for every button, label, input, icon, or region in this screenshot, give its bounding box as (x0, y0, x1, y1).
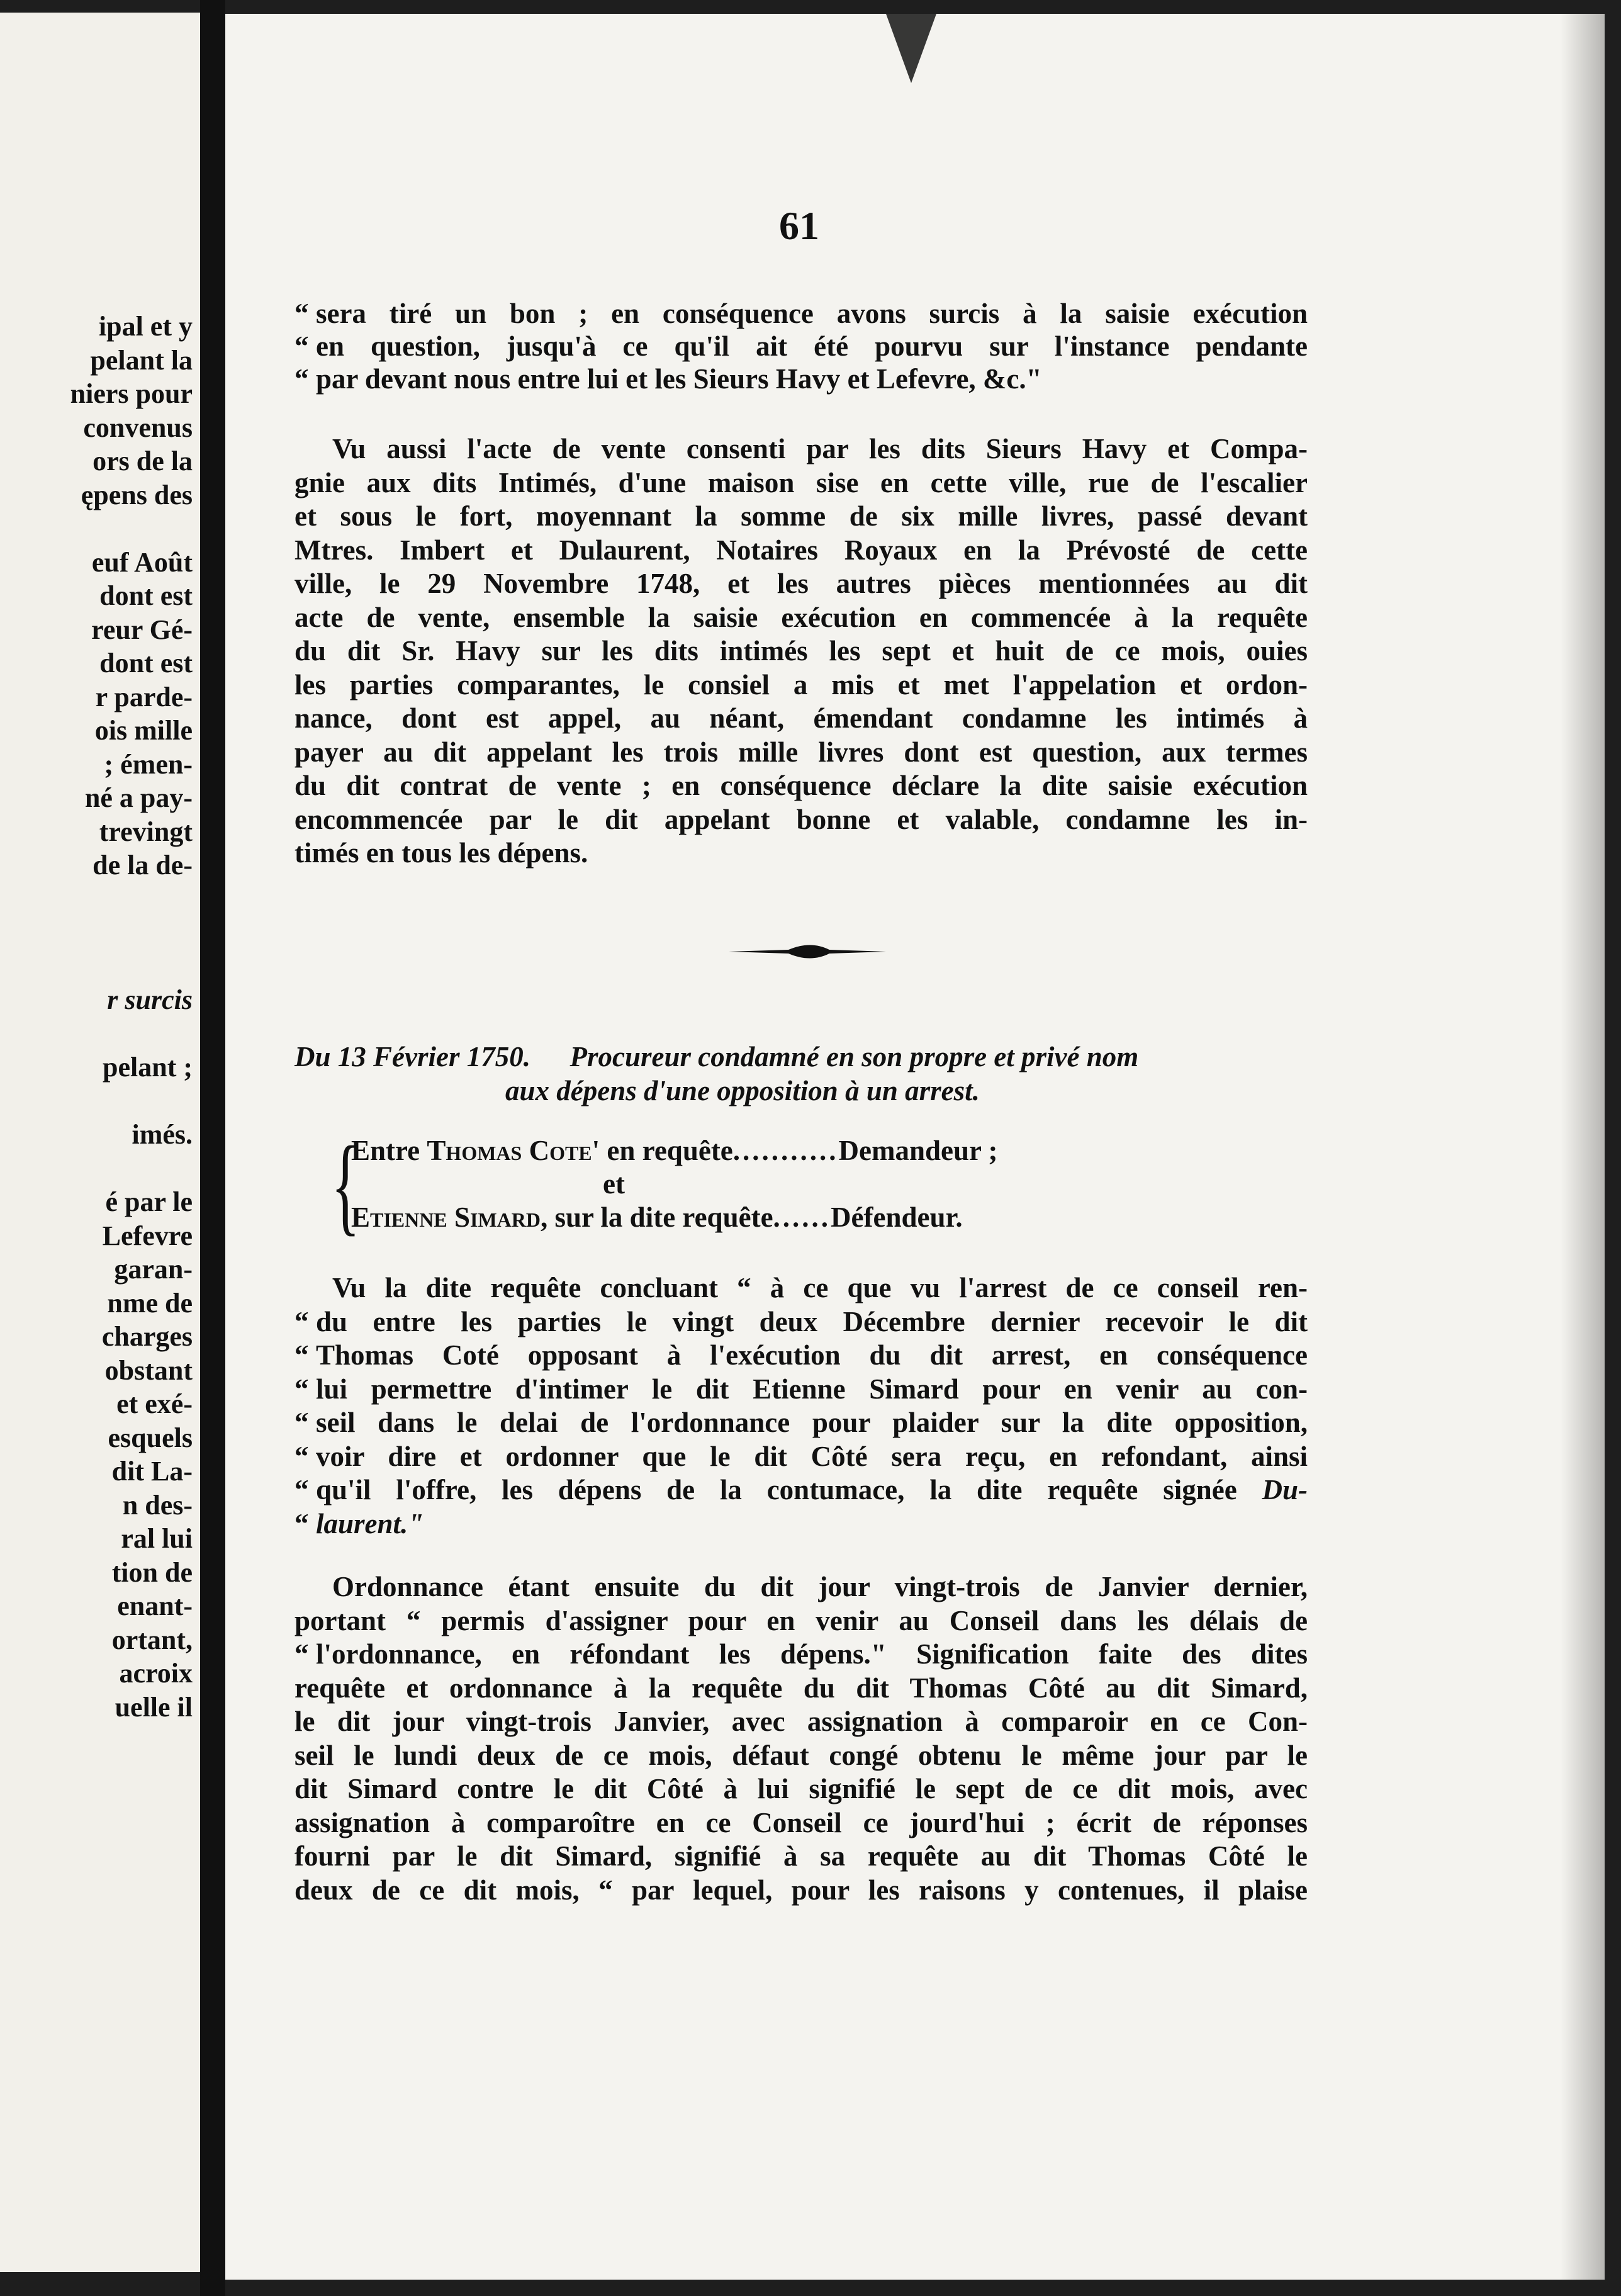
text-line: “ du entre les parties le vingt deux Décembre dernier recevoir le dit (294, 1305, 1308, 1337)
text-line: requête et ordonnance à la requête du dit Thomas Côté au dit Simard, (294, 1672, 1308, 1704)
text-line: seil le lundi deux de ce mois, défaut congé obtenu le même jour par le (294, 1739, 1308, 1771)
text-line: “ Thomas Coté opposant à l'exécution du dit arrest, en conséquence (294, 1339, 1308, 1371)
text-line: encommencée par le dit appelant bonne et valable, condamne les in- (294, 803, 1308, 835)
text-line: “ lui permettre d'intimer le dit Etienne Simard pour en venir au con- (294, 1373, 1308, 1405)
left-page-line: charges (101, 1321, 193, 1352)
left-page-line: Lefevre (102, 1220, 193, 1251)
paragraph-vu-aussi (294, 432, 1308, 870)
left-page-line: n des- (122, 1489, 193, 1521)
left-page-line: ois mille (94, 715, 193, 746)
left-page-line: acroix (119, 1658, 193, 1689)
left-page-line: ; émen- (104, 748, 193, 780)
left-page-line: ortant, (111, 1624, 193, 1655)
text-line: assignation à comparoître en ce Conseil ce jourd'hui ; écrit de réponses (294, 1806, 1308, 1838)
paragraph-requete (294, 1271, 1308, 1541)
book-gutter (200, 0, 225, 2296)
text-line: dit Simard contre le dit Côté à lui signifié le sept de ce dit mois, avec (294, 1773, 1308, 1804)
page-number: 61 (779, 203, 819, 248)
brace-glyph: { (331, 1123, 361, 1246)
text-line: payer au dit appelant les trois mille livres dont est question, aux termes (294, 736, 1308, 768)
text-line: Vu aussi l'acte de vente consenti par les dits Sieurs Havy et Compa- (332, 433, 1308, 464)
party-conjunction: et (603, 1168, 625, 1200)
left-page-line: tion de (111, 1556, 193, 1588)
left-page-line: de la de- (93, 850, 193, 881)
left-page-line: é par le (105, 1186, 193, 1217)
left-page-line: ral lui (121, 1523, 193, 1554)
left-page-line: ors de la (93, 446, 193, 476)
text-line: “ par devant nous entre lui et les Sieurs Havy et Lefevre, &c." (294, 363, 1042, 395)
left-page-line: enant- (117, 1590, 193, 1621)
plaintiff-name: Thomas Cote' (427, 1135, 600, 1166)
page-edge-shadow (1561, 14, 1605, 2280)
left-page-line: ipal et y (98, 311, 193, 342)
left-page-line: dit La- (111, 1456, 193, 1487)
left-page-line: et exé- (116, 1388, 193, 1419)
text-line: “ voir dire et ordonner que le dit Côté sera reçu, en refondant, ainsi (294, 1440, 1308, 1472)
left-facing-page (0, 13, 200, 2272)
paragraph-quote-continuation (294, 297, 1308, 395)
left-page-line: pelant ; (103, 1052, 193, 1083)
left-page-line: convenus (83, 412, 193, 443)
left-page-line: niers pour (70, 378, 193, 409)
case-date: Du 13 Février 1750. (294, 1041, 530, 1072)
left-page-line: garan- (114, 1254, 193, 1285)
heading-line (294, 1040, 1308, 1074)
defendant-name: Etienne Simard, (351, 1201, 548, 1233)
left-page-line: dont est (99, 580, 193, 611)
text-line: les parties comparantes, le consiel a mis et met l'appelation et ordon- (294, 668, 1308, 701)
left-page-line: esquels (108, 1422, 193, 1453)
text-line: Vu la dite requête concluant “ à ce que vu l'arrest de ce conseil ren- (332, 1272, 1308, 1303)
left-page-line: reur Gé- (91, 614, 193, 645)
left-page-line: euf Août (91, 546, 193, 578)
text-line: “ sera tiré un bon ; en conséquence avons surcis à la saisie exécution (294, 298, 1308, 329)
left-page-line: nme de (107, 1287, 193, 1319)
left-page-line: r surcis (107, 984, 193, 1015)
text-line: du dit Sr. Havy sur les dits intimés les sept et huit de ce mois, ouies (294, 635, 1308, 667)
text-line: “ laurent." (294, 1507, 424, 1539)
text-line: Mtres. Imbert et Dulaurent, Notaires Royaux en la Prévosté de cette (294, 534, 1308, 566)
left-page-line: ępens des (81, 479, 193, 510)
left-page-line: pelant la (90, 344, 193, 376)
left-page-line: né a pay- (84, 782, 193, 813)
page-top-notch (886, 14, 936, 83)
ornament-divider (729, 939, 886, 964)
left-page-line: obstant (104, 1354, 193, 1386)
right-page (225, 14, 1605, 2280)
text-line: Ordonnance étant ensuite du dit jour vingt-trois de Janvier dernier, (332, 1571, 1308, 1602)
case-title: Procureur condamné en son propre et privé nom (569, 1041, 1139, 1072)
case-heading (294, 1040, 1308, 1108)
text-line: portant “ permis d'assigner pour en venir au Conseil dans les délais de (294, 1604, 1308, 1636)
left-page-line: trevingt (99, 816, 193, 847)
left-page-line: uelle il (115, 1691, 193, 1723)
text-line: “ qu'il l'offre, les dépens de la contumace, la dite requête signée Du- (294, 1474, 1308, 1505)
case-parties (331, 1123, 1308, 1246)
party-plaintiff: Entre Thomas Cote' en requête...........Demandeur ; (351, 1135, 998, 1166)
text-line: gnie aux dits Intimés, d'une maison sise en cette ville, rue de l'escalier (294, 466, 1308, 498)
text-line: nance, dont est appel, au néant, émendant condamne les intimés à (294, 702, 1308, 734)
case-title-continued: aux dépens d'une opposition à un arrest. (505, 1075, 980, 1106)
text-line: ville, le 29 Novembre 1748, et les autres pièces mentionnées au dit (294, 568, 1308, 599)
signature-name: Du- (1262, 1474, 1308, 1505)
text-line: acte de vente, ensemble la saisie exécution en commencée à la requête (294, 601, 1308, 633)
party-defendant: Etienne Simard, sur la dite requête......Défendeur. (351, 1201, 963, 1233)
text-line: “ en question, jusqu'à ce qu'il ait été pourvu sur l'instance pendante (294, 330, 1308, 362)
text-line: timés en tous les dépens. (294, 837, 588, 869)
text-line: le dit jour vingt-trois Janvier, avec assignation à comparoir en ce Con- (294, 1706, 1308, 1737)
text-line: du dit contrat de vente ; en conséquence déclare la dite saisie exécution (294, 770, 1308, 801)
left-page-line: r parde- (95, 681, 193, 712)
left-page-line: dont est (99, 648, 193, 678)
text-line: fourni par le dit Simard, signifié à sa requête au dit Thomas Côté le (294, 1840, 1308, 1872)
text-line: deux de ce dit mois, “ par lequel, pour les raisons y contenues, il plaise (294, 1874, 1308, 1906)
text-line: “ seil dans le delai de l'ordonnance pour plaider sur la dite opposition, (294, 1407, 1308, 1438)
left-page-line: imés. (132, 1119, 193, 1150)
text-line: et sous le fort, moyennant la somme de six mille livres, passé devant (294, 500, 1308, 532)
text-line: “ l'ordonnance, en réfondant les dépens." Signification faite des dites (294, 1638, 1308, 1670)
paragraph-ordonnance (294, 1570, 1308, 1907)
